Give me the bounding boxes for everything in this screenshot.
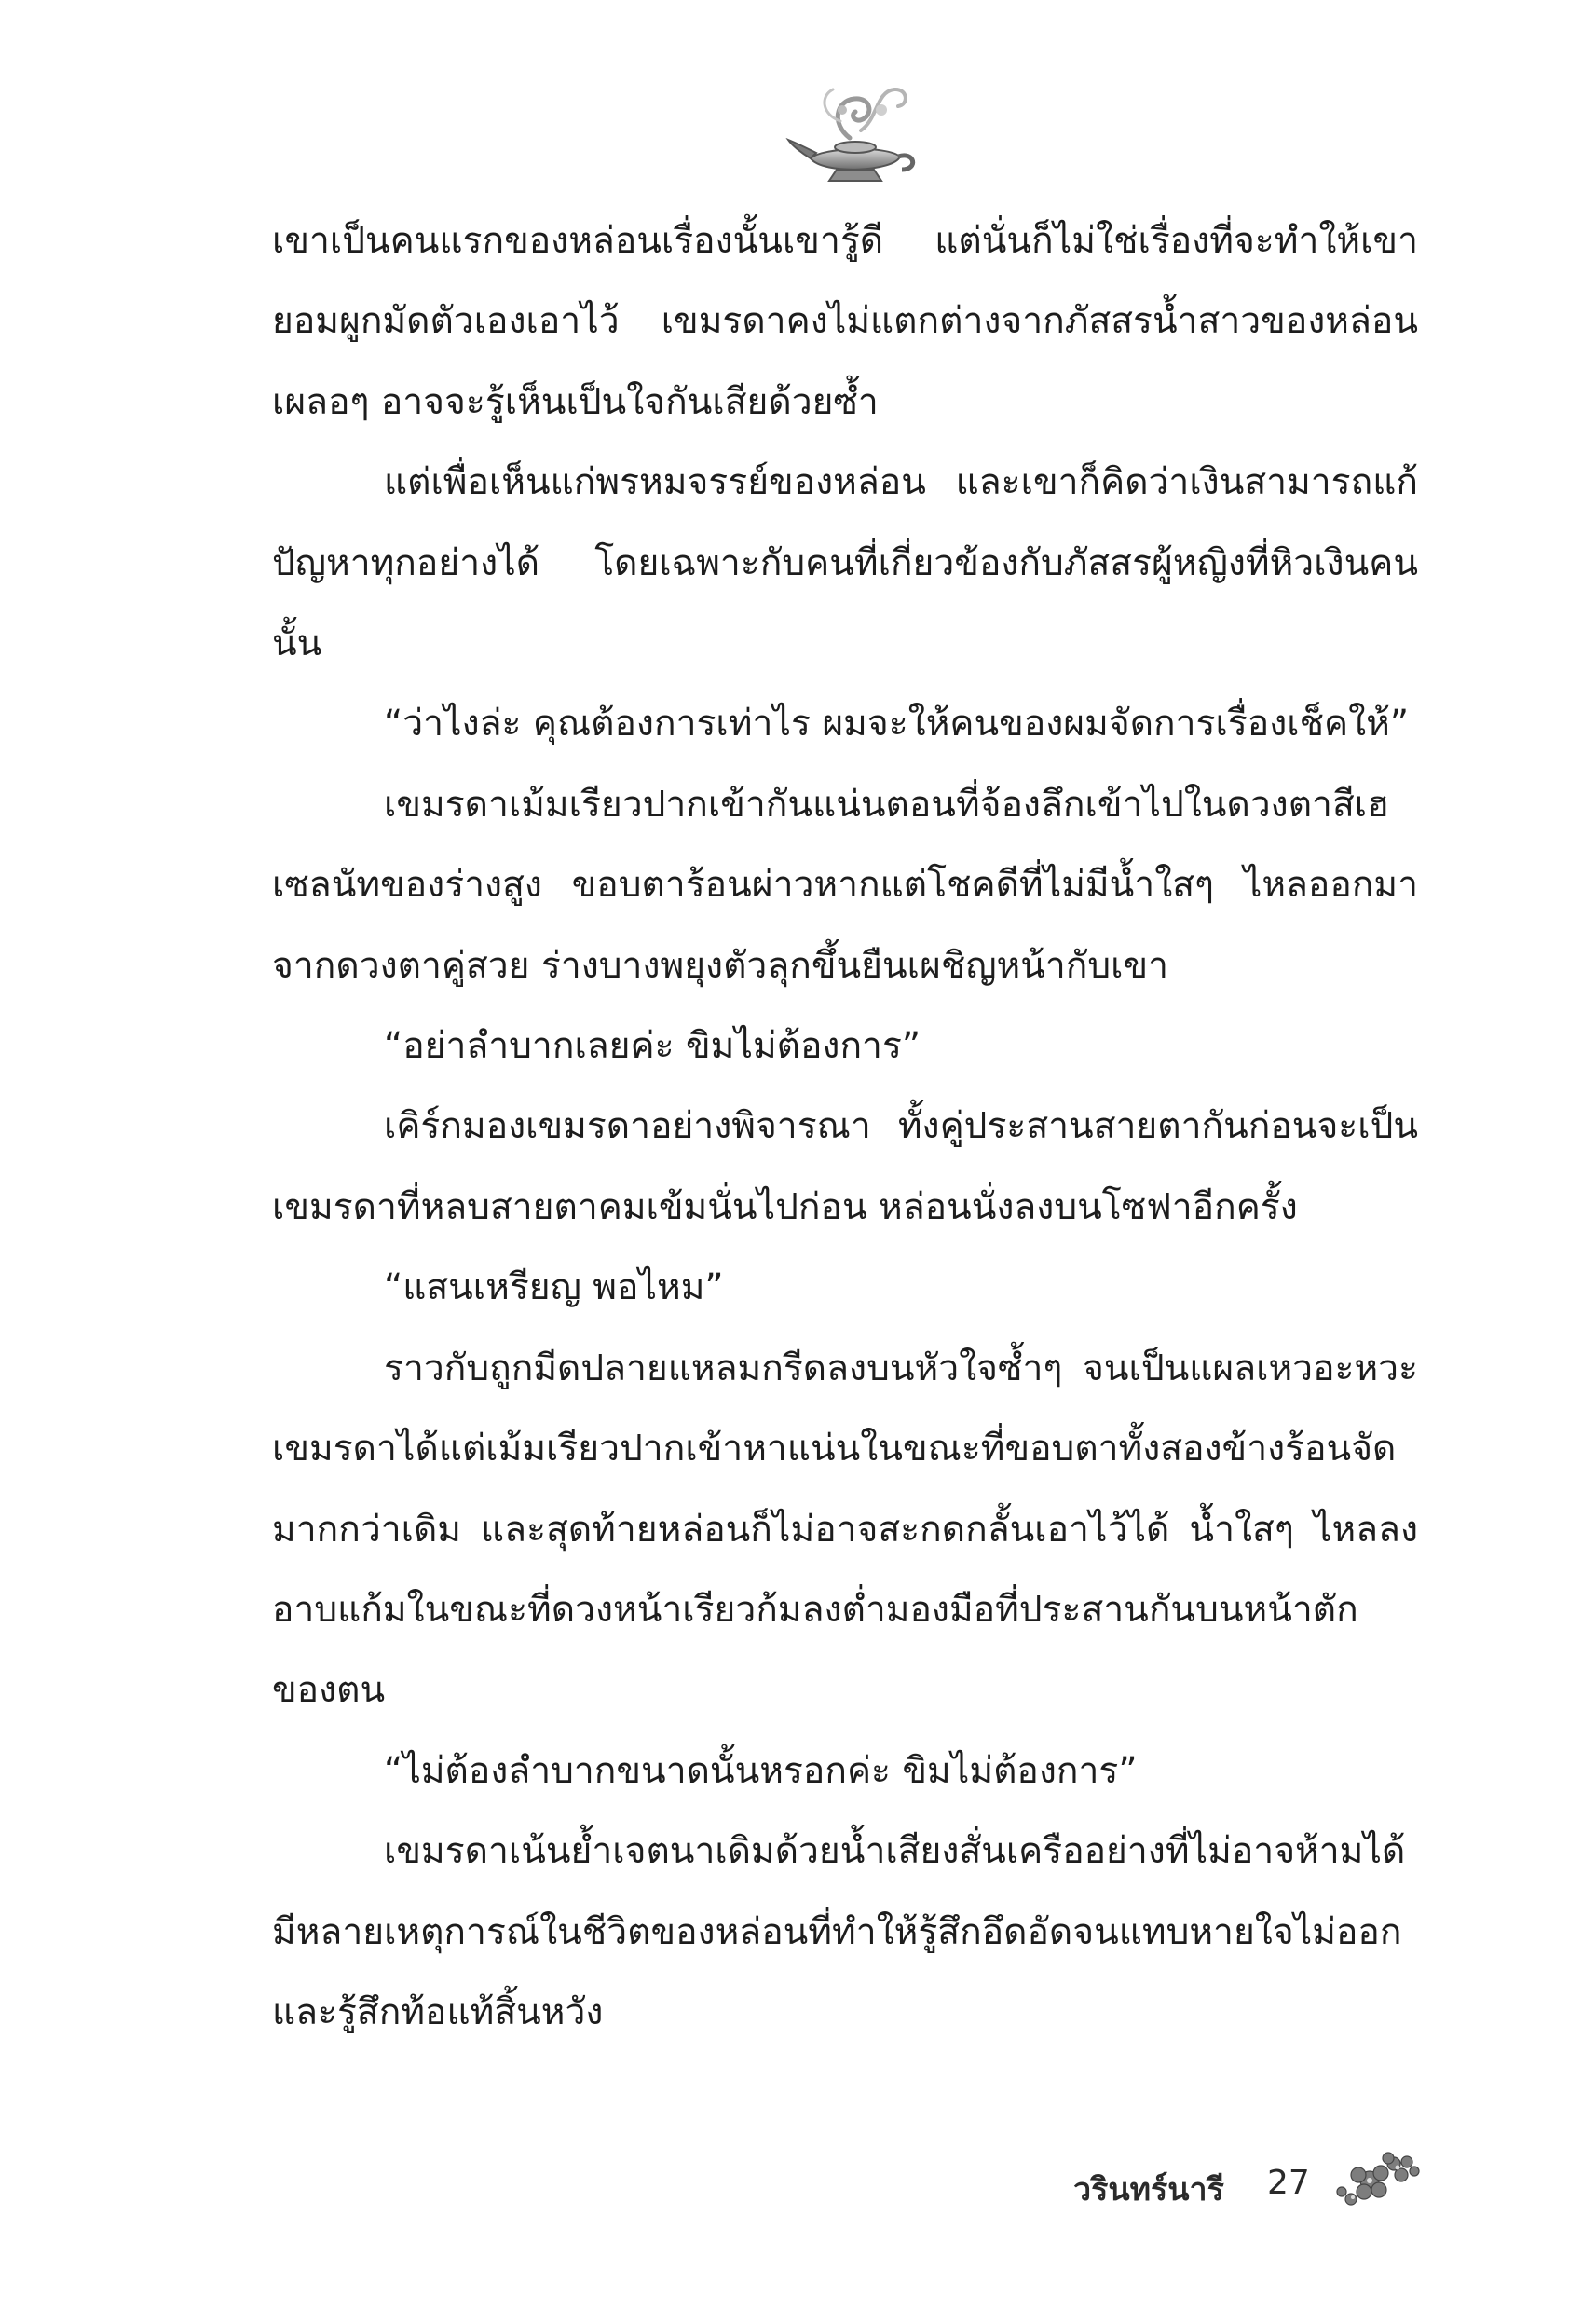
paragraph: ราวกับถูกมีดปลายแหลมกรีดลงบนหัวใจซ้ำๆ จนเป็นแผลเหวอะหวะ เขมรดาได้แต่เม้มเรียวปากเข้าหาแน่นในขณะที่ขอบตาทั้งสองข้างร้อนจัดมากกว่าเดิม และสุดท้ายหล่อนก็ไม่อาจสะกดกลั้นเอาไว้ได้ น้ำใสๆ ไหลลงอาบแก้มในขณะที่ดวงหน้าเรียวก้มลงต่ำมองมือที่ประสานกันบนหน้าตักของตน bbox=[272, 1347, 1418, 1712]
paragraph: “แสนเหรียญ พอไหม” bbox=[384, 1266, 724, 1309]
book-title: วรินทร์นารี bbox=[1073, 2171, 1224, 2208]
page-number: 27 bbox=[1267, 2164, 1310, 2202]
flower-cluster-icon bbox=[1332, 2143, 1435, 2227]
paragraph: แต่เพื่อเห็นแก่พรหมจรรย์ของหล่อน และเขาก็คิดว่าเงินสามารถแก้ปัญหาทุกอย่างได้ โดยเฉพาะกับคนที่เกี่ยวข้องกับภัสสรผู้หญิงที่หิวเงินคนนั้น bbox=[272, 461, 1418, 665]
paragraph: เขาเป็นคนแรกของหล่อนเรื่องนั้นเขารู้ดี แต่นั่นก็ไม่ใช่เรื่องที่จะทำให้เขายอมผูกมัดตัวเองเอาไว้ เขมรดาคงไม่แตกต่างจากภัสสรน้ำสาวของหล่อน เผลอๆ อาจจะรู้เห็นเป็นใจกันเสียด้วยซ้ำ bbox=[272, 220, 1418, 423]
magic-lamp-icon bbox=[784, 73, 924, 194]
paragraph: เขมรดาเน้นย้ำเจตนาเดิมด้วยน้ำเสียงสั่นเครืออย่างที่ไม่อาจห้ามได้ มีหลายเหตุการณ์ในชีวิตของหล่อนที่ทำให้รู้สึกอึดอัดจนแทบหายใจไม่ออกและรู้สึกท้อแท้สิ้นหวัง bbox=[272, 1830, 1406, 2033]
paragraph: เขมรดาเม้มเรียวปากเข้ากันแน่นตอนที่จ้องลึกเข้าไปในดวงตาสีเฮเซลนัทของร่างสูง ขอบตาร้อนผ่าวหากแต่โชคดีที่ไม่มีน้ำใสๆ ไหลออกมาจากดวงตาคู่สวย ร่างบางพยุงตัวลุกขึ้นยืนเผชิญหน้ากับเขา bbox=[272, 783, 1418, 987]
paragraph: “ว่าไงล่ะ คุณต้องการเท่าไร ผมจะให้คนของผมจัดการเรื่องเช็คให้” bbox=[384, 703, 1410, 745]
page-footer bbox=[1053, 2143, 1444, 2227]
body-text bbox=[272, 201, 1418, 2053]
paragraph: “อย่าลำบากเลยค่ะ ขิมไม่ต้องการ” bbox=[384, 1025, 921, 1068]
paragraph: เคิร์กมองเขมรดาอย่างพิจารณา ทั้งคู่ประสานสายตากันก่อนจะเป็นเขมรดาที่หลบสายตาคมเข้มนั่นไปก่อน หล่อนนั่งลงบนโซฟาอีกครั้ง bbox=[272, 1105, 1418, 1228]
paragraph: “ไม่ต้องลำบากขนาดนั้นหรอกค่ะ ขิมไม่ต้องการ” bbox=[384, 1749, 1138, 1792]
